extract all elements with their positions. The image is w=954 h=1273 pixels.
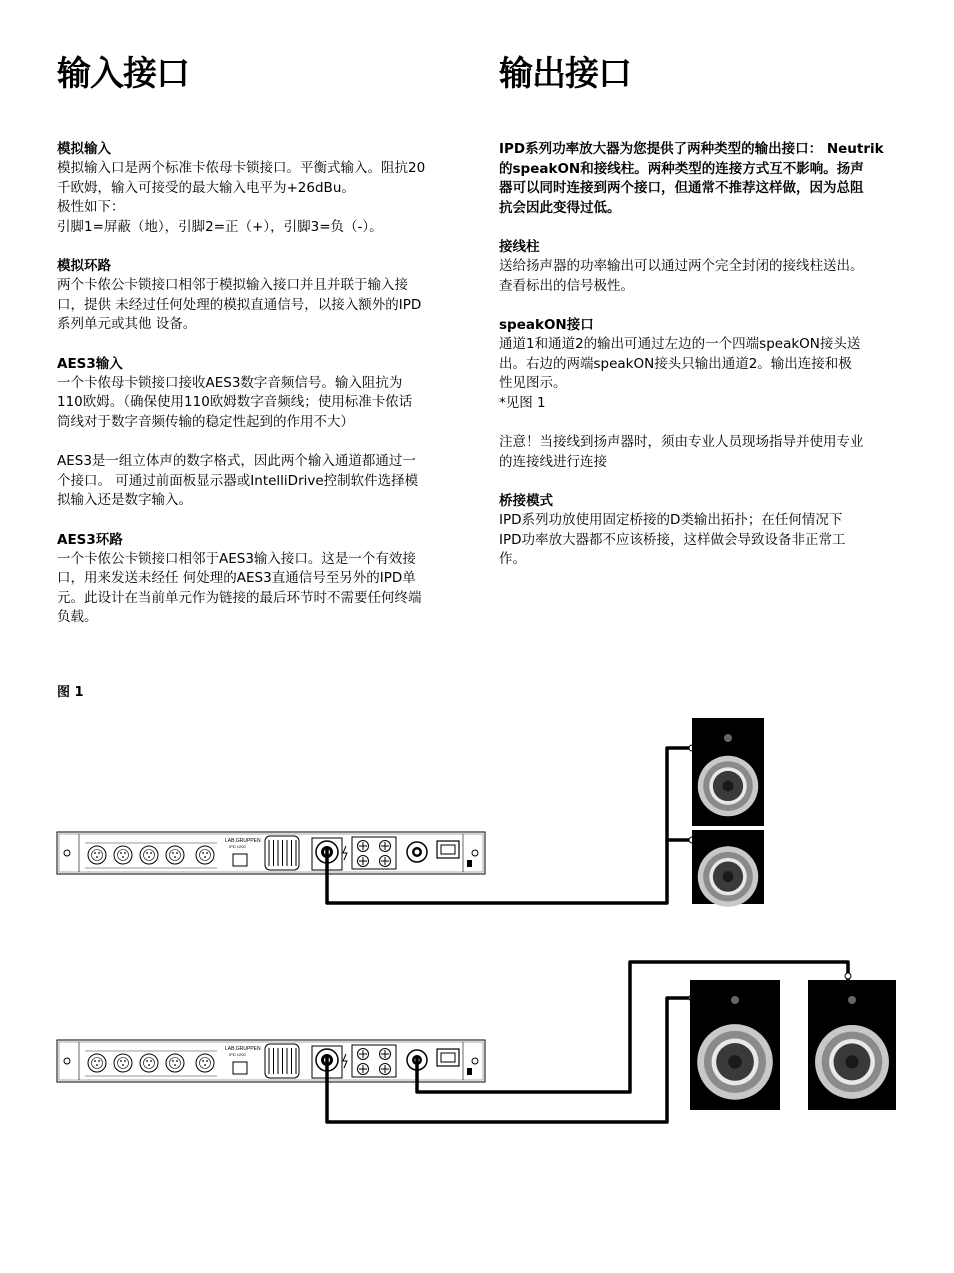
xlr-connector (114, 1054, 132, 1072)
xlr-pin (122, 856, 124, 858)
body-line: 作。 (499, 551, 526, 567)
power-inlet-socket (441, 845, 455, 854)
section-title: AES3输入 (57, 355, 123, 372)
output-sections (499, 140, 899, 570)
xlr-pin (120, 852, 122, 854)
xlr-pin (202, 1060, 204, 1062)
network-port (233, 1062, 247, 1074)
xlr-connector (140, 1054, 158, 1072)
body-line: 引脚1=屏蔽（地），引脚2=正（+），引脚3=负（-）。 (57, 218, 383, 235)
xlr-pin (98, 1060, 100, 1062)
body-line: 极性如下： (57, 199, 125, 215)
left-section (57, 531, 457, 628)
xlr-pin (172, 1060, 174, 1062)
xlr-connector (140, 846, 158, 864)
body-line: 送给扬声器的功率输出可以通过两个完全封闭的接线柱送出。 (499, 258, 864, 274)
xlr-pin (204, 1064, 206, 1066)
xlr-connector (166, 846, 184, 864)
xlr-pin (148, 856, 150, 858)
xlr-pin (146, 1060, 148, 1062)
xlr-pin (204, 856, 206, 858)
tweeter (731, 996, 739, 1004)
section-body (499, 140, 899, 218)
speaker (808, 980, 896, 1110)
tweeter (848, 996, 856, 1004)
input-connectors-column (57, 52, 457, 648)
xlr-pin (120, 1060, 122, 1062)
xlr-pin (174, 856, 176, 858)
xlr-connector (88, 1054, 106, 1072)
speaker (692, 830, 764, 907)
section-title: 桥接模式 (499, 493, 553, 509)
body-line: *见图 1 (499, 394, 546, 411)
speakers (690, 718, 896, 1110)
section-body (499, 335, 899, 413)
network-port (233, 854, 247, 866)
xlr-pin (96, 1064, 98, 1066)
xlr-pin (150, 1060, 152, 1062)
xlr-connector (196, 846, 214, 864)
xlr-connector (114, 846, 132, 864)
woofer-dustcap (723, 871, 734, 882)
tweeter (724, 734, 732, 742)
xlr-pin (94, 1060, 96, 1062)
body-line: 口，用来发送未经任 何处理的AES3直通信号至另外的IPD单 (57, 570, 416, 586)
woofer-dustcap (723, 781, 734, 792)
body-line: 模拟输入口是两个标准卡侬母卡锁接口。平衡式输入。阻抗20 (57, 160, 426, 176)
body-line: 拟输入还是数字输入。 (57, 492, 192, 508)
amplifier-bottom (57, 1040, 485, 1082)
xlr-pin (172, 852, 174, 854)
left-section (57, 257, 457, 335)
right-section (499, 433, 899, 472)
cable-speaker-link (667, 748, 692, 840)
amp-brand-text: LAB.GRUPPEN (225, 838, 261, 844)
body-line: 的连接线进行连接 (499, 453, 607, 470)
section-title: AES3环路 (57, 531, 123, 548)
right-section (499, 316, 899, 413)
section-body (57, 276, 457, 335)
xlr-pin (174, 1064, 176, 1066)
body-line: 负载。 (57, 609, 98, 625)
section-body (57, 374, 457, 433)
body-line: 的speakON和接线柱。两种类型的连接方式互不影响。扬声 (499, 160, 864, 177)
body-line: 一个卡侬母卡锁接口接收AES3数字音频信号。输入阻抗为 (57, 374, 403, 391)
xlr-connector (88, 846, 106, 864)
output-connectors-column (499, 52, 899, 590)
left-section (57, 452, 457, 511)
xlr-pin (150, 852, 152, 854)
body-line: 筒线对于数字音频传输的稳定性起到的作用不大） (57, 413, 354, 430)
section-title: 接线柱 (499, 239, 540, 255)
speaker (690, 980, 780, 1110)
body-line: 抗会因此变得过低。 (499, 199, 621, 216)
xlr-connector (166, 1054, 184, 1072)
xlr-pin (206, 852, 208, 854)
body-line: 性见图示。 (499, 375, 567, 391)
body-line: 通道1和通道2的输出可通过左边的一个四端speakON接头送 (499, 336, 861, 352)
wiring-diagram (0, 700, 954, 1140)
amp-brand-text: LAB.GRUPPEN (225, 1046, 261, 1052)
xlr-pin (176, 852, 178, 854)
body-line: 一个卡侬公卡锁接口相邻于AES3输入接口。这是一个有效接 (57, 550, 416, 567)
amp-model-text: IPD 1200 (229, 1052, 246, 1057)
body-line: 系列单元或其他 设备。 (57, 316, 197, 332)
left-section (57, 140, 457, 237)
amplifier-top (57, 832, 485, 874)
xlr-pin (122, 1064, 124, 1066)
body-line: IPD功率放大器都不应该桥接，这样做会导致设备非正常工 (499, 531, 846, 548)
body-line: 器可以同时连接到两个接口，但通常不推荐这样做，因为总阻 (499, 180, 864, 196)
cable-terminal (845, 973, 851, 979)
right-section (499, 238, 899, 296)
xlr-pin (94, 852, 96, 854)
section-body (57, 550, 457, 628)
body-line: IPD系列功率放大器为您提供了两种类型的输出接口： Neutrik (499, 141, 884, 157)
ground-terminal (467, 1068, 472, 1075)
xlr-pin (96, 856, 98, 858)
input-sections (57, 140, 457, 628)
amp-model-text: IPD 1200 (229, 844, 246, 849)
section-body (499, 433, 899, 472)
xlr-pin (124, 852, 126, 854)
section-title: 模拟输入 (57, 141, 111, 157)
xlr-pin (124, 1060, 126, 1062)
body-line: 110欧姆。（确保使用110欧姆数字音频线；使用标准卡侬话 (57, 394, 413, 410)
output-heading: 输出接口 (499, 54, 631, 94)
body-line: 查看标出的信号极性。 (499, 277, 634, 294)
xlr-pin (206, 1060, 208, 1062)
xlr-pin (148, 1064, 150, 1066)
body-line: 注意！当接线到扬声器时，须由专业人员现场指导并使用专业 (499, 434, 864, 450)
woofer-dustcap (728, 1055, 742, 1069)
speakon-2pole-core (415, 850, 420, 855)
body-line: 两个卡侬公卡锁接口相邻于模拟输入接口并且并联于输入接 (57, 277, 408, 293)
xlr-pin (202, 852, 204, 854)
section-title: speakON接口 (499, 317, 594, 333)
body-line: AES3是一组立体声的数字格式，因此两个输入通道都通过一 (57, 453, 416, 469)
right-section (499, 140, 899, 218)
power-inlet-socket (441, 1053, 455, 1062)
xlr-pin (176, 1060, 178, 1062)
section-title: 模拟环路 (57, 258, 111, 274)
body-line: 口，提供 未经过任何处理的模拟直通信号，以接入额外的IPD (57, 296, 422, 313)
body-line: 出。右边的两端speakON接头只输出通道2。输出连接和极 (499, 355, 852, 372)
body-line: 千欧姆，输入可接受的最大输入电平为+26dBu。 (57, 179, 355, 196)
xlr-pin (98, 852, 100, 854)
woofer-dustcap (845, 1055, 858, 1068)
xlr-connector (196, 1054, 214, 1072)
input-heading: 输入接口 (57, 54, 189, 94)
section-body (57, 452, 457, 511)
section-body (499, 511, 899, 570)
section-body (57, 159, 457, 237)
body-line: IPD系列功放使用固定桥接的D类输出拓扑；在任何情况下 (499, 512, 843, 528)
figure-label: 图 1 (57, 685, 84, 700)
section-body (499, 257, 899, 296)
right-section (499, 492, 899, 570)
body-line: 个接口。 可通过前面板显示器或IntelliDrive控制软件选择模 (57, 472, 419, 489)
ground-terminal (467, 860, 472, 867)
body-line: 元。此设计在当前单元作为链接的最后环节时不需要任何终端 (57, 589, 422, 606)
left-section (57, 355, 457, 433)
speaker (692, 718, 764, 826)
xlr-pin (146, 852, 148, 854)
